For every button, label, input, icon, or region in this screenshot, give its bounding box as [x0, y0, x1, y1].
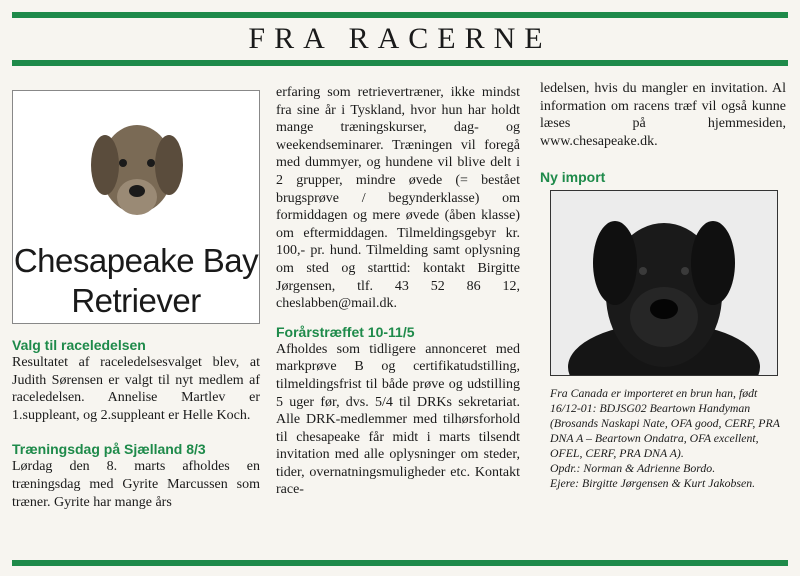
text-foraar: Afholdes som tidligere annonceret med markprøve B og certifikatudstilling, tilmeldingsfrist til både prøve og udstilling 5 uger før, dvs. 5/4 til DRKs sekretariat. Alle DRK-medlemmer med tilhørsforhold til chesapeake får midt i marts tilsendt invitation med alle oplysninger om steder, tider, overnatningsmuligheder etc. Kontakt race-: [276, 341, 520, 498]
heading-valg: Valg til raceledelsen: [12, 337, 146, 353]
text-valg: Resultatet af raceledelsesvalget blev, at Judith Sørensen er valgt til nyt medlem af raceledelsen. Annelise Martlev er 1.suppleant, og 2.suppleant er Helle Koch.: [12, 355, 260, 423]
top-rule: [12, 12, 788, 18]
breed-line2: Retriever: [71, 282, 201, 319]
text-traening: Lørdag den 8. marts afholdes en træningsdag med Gyrite Marcussen som træner. Gyrite har mange års: [12, 459, 260, 510]
caption-owners: Ejere: Birgitte Jørgensen & Kurt Jakobsen.: [550, 476, 756, 491]
text-traening-cont: erfaring som retrievertræner, ikke mindst fra sine år i Tyskland, hvor hun har holdt mange træningskurser, dag- og weekendseminarer. Træningen vil foregå med dummyer, og hundene vil blive delt i 2 grupper, mindre øvede (= bestået brugsprøve / begynderklasse) om formiddagen og mere øvede (åben klasse) om eftermiddagen. Tilmeldingsgebyr kr. 100,- pr. hund. Tilmelding samt oplysning om sted og starttid: kontakt Birgitte Jørgensen, tlf. 43 52 86 12, cheslabben@mail.dk.: [276, 85, 520, 312]
dog-photo-icon: [551, 191, 777, 375]
heading-import: Ny import: [540, 169, 606, 186]
caption-import: Fra Canada er importeret en brun han, født 16/12-01: BDJSG02 Beartown Handyman (Brosands Naskapi Nate, OFA good, CERF, PRA DNA A – Beartown Ondatra, OFA excellent, OFEL, CERF, PRA DNA A).: [550, 386, 780, 461]
title-rule: [12, 60, 788, 66]
heading-foraar: Forårstræffet 10-11/5: [276, 323, 415, 340]
heading-traening: Træningsdag på Sjælland 8/3: [12, 441, 206, 458]
bottom-rule: [12, 560, 788, 566]
column-left: [12, 84, 260, 511]
column-right: [540, 80, 786, 491]
dog-head-icon: [77, 107, 197, 227]
page-title: FRA RACERNE: [248, 22, 552, 55]
breed-name: [13, 241, 259, 321]
breed-logo: [12, 90, 260, 324]
breed-line1: Chesapeake Bay: [13, 242, 259, 279]
import-photo: [550, 190, 778, 376]
column-middle: [276, 84, 520, 499]
caption-breeder: Opdr.: Norman & Adrienne Bordo.: [550, 461, 716, 476]
text-foraar-cont: ledelsen, hvis du mangler en invitation. Al information om racens træf vil også kunne læses på hjemmesiden, www.chesapeake.dk.: [540, 81, 786, 149]
